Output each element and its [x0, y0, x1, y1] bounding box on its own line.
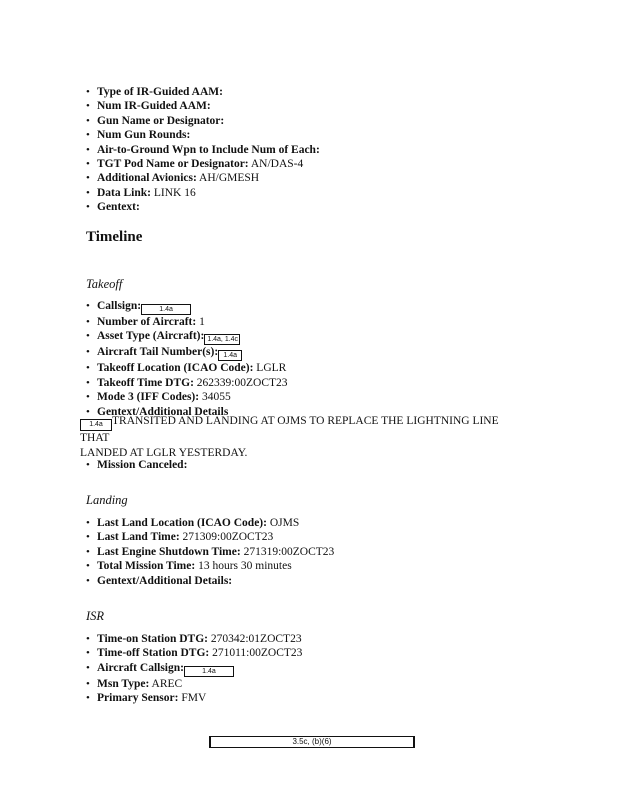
list-item — [86, 661, 302, 677]
footer-redaction-box: 3.5c, (b)(6) — [209, 736, 415, 748]
field-label: Last Land Location (ICAO Code): — [97, 517, 267, 529]
tail-number-label: Aircraft Tail Number(s): — [97, 346, 219, 359]
list-item — [86, 530, 334, 544]
list-item — [86, 574, 334, 588]
field-label: Air-to-Ground Wpn to Include Num of Each: — [97, 143, 320, 156]
field-value: 271319:00ZOCT23 — [243, 545, 335, 558]
redaction-box: 1.4a — [80, 419, 112, 431]
field-value: AN/DAS-4 — [250, 158, 304, 171]
gentext-paragraph — [80, 414, 520, 461]
field-label: Additional Avionics: — [97, 172, 197, 185]
takeoff-list — [86, 299, 288, 419]
list-item — [86, 545, 334, 559]
list-item — [86, 361, 288, 375]
list-item — [86, 677, 302, 691]
landing-list — [86, 516, 334, 588]
field-value: AH/GMESH — [199, 172, 260, 185]
mode3-value: 34055 — [201, 391, 231, 404]
list-item — [86, 128, 320, 142]
gentext-label: Gentext/Additional Details — [97, 405, 229, 418]
field-label: Gentext/Additional Details: — [97, 574, 233, 587]
field-label: Total Mission Time: — [97, 560, 196, 573]
field-label: Num IR-Guided AAM: — [97, 100, 211, 113]
aircraft-callsign-label: Aircraft Callsign: — [97, 661, 184, 674]
asset-type-label: Asset Type (Aircraft): — [97, 330, 205, 343]
takeoff-subheading: Takeoff — [86, 277, 123, 291]
takeoff-time-value: 262339:00ZOCT23 — [196, 376, 288, 389]
isr-list — [86, 632, 302, 706]
list-item — [86, 646, 302, 660]
landing-subheading: Landing — [86, 493, 128, 507]
list-item — [86, 458, 187, 472]
list-item — [86, 390, 288, 404]
redaction-box: 1.4a, 1.4c — [204, 334, 240, 345]
list-item — [86, 299, 288, 315]
field-label: Type of IR-Guided AAM: — [97, 86, 223, 98]
field-label: Last Land Time: — [97, 531, 180, 544]
gentext-line-2: LANDED AT LGLR YESTERDAY. — [80, 447, 248, 459]
primary-sensor-value: FMV — [181, 692, 207, 705]
field-label: Gentext: — [97, 201, 140, 214]
field-value: LINK 16 — [153, 186, 196, 199]
redaction-box: 1.4a — [218, 350, 242, 361]
redaction-box: 1.4a — [184, 666, 234, 677]
msn-type-label: Msn Type: — [97, 677, 150, 690]
callsign-label: Callsign: — [97, 300, 142, 312]
list-item — [86, 315, 288, 329]
timeline-heading: Timeline — [86, 229, 143, 245]
num-aircraft-label: Number of Aircraft: — [97, 316, 197, 328]
takeoff-time-label: Takeoff Time DTG: — [97, 376, 194, 389]
list-item — [86, 632, 302, 646]
isr-subheading: ISR — [86, 609, 105, 623]
takeoff-location-label: Takeoff Location (ICAO Code): — [97, 362, 254, 375]
list-item — [86, 171, 320, 185]
list-item — [86, 157, 320, 171]
list-item — [86, 200, 320, 214]
field-label: Num Gun Rounds: — [97, 129, 191, 142]
primary-sensor-label: Primary Sensor: — [97, 692, 179, 705]
field-label: TGT Pod Name or Designator: — [97, 158, 249, 171]
field-value: 13 hours 30 minutes — [198, 560, 292, 573]
list-item — [86, 516, 334, 530]
field-value: OJMS — [269, 517, 300, 529]
time-on-station-value: 270342:01ZOCT23 — [210, 633, 302, 645]
gentext-line-1: TRANSITED AND LANDING AT OJMS TO REPLACE THE LIGHTNING LINE THAT — [80, 415, 499, 444]
field-value: 271309:00ZOCT23 — [182, 531, 274, 544]
time-off-station-value: 271011:00ZOCT23 — [212, 647, 303, 660]
redaction-box: 1.4a — [141, 304, 191, 315]
list-item — [86, 99, 320, 113]
field-label: Data Link: — [97, 186, 151, 199]
time-off-station-label: Time-off Station DTG: — [97, 647, 210, 660]
list-item — [86, 85, 320, 99]
field-label: Gun Name or Designator: — [97, 114, 225, 127]
msn-type-value: AREC — [151, 677, 183, 690]
takeoff-location-value: LGLR — [256, 362, 287, 375]
list-item — [86, 186, 320, 200]
list-item — [86, 143, 320, 157]
list-item — [86, 376, 288, 390]
list-item — [86, 345, 288, 361]
mission-canceled-label: Mission Canceled: — [97, 459, 188, 471]
aircraft-details-list — [86, 85, 320, 215]
list-item — [86, 691, 302, 705]
field-label: Last Engine Shutdown Time: — [97, 545, 241, 558]
num-aircraft-value: 1 — [199, 316, 205, 328]
mode3-label: Mode 3 (IFF Codes): — [97, 391, 200, 404]
list-item — [86, 114, 320, 128]
list-item — [86, 329, 288, 345]
list-item — [86, 559, 334, 573]
mission-canceled-list — [86, 458, 187, 472]
time-on-station-label: Time-on Station DTG: — [97, 633, 208, 645]
